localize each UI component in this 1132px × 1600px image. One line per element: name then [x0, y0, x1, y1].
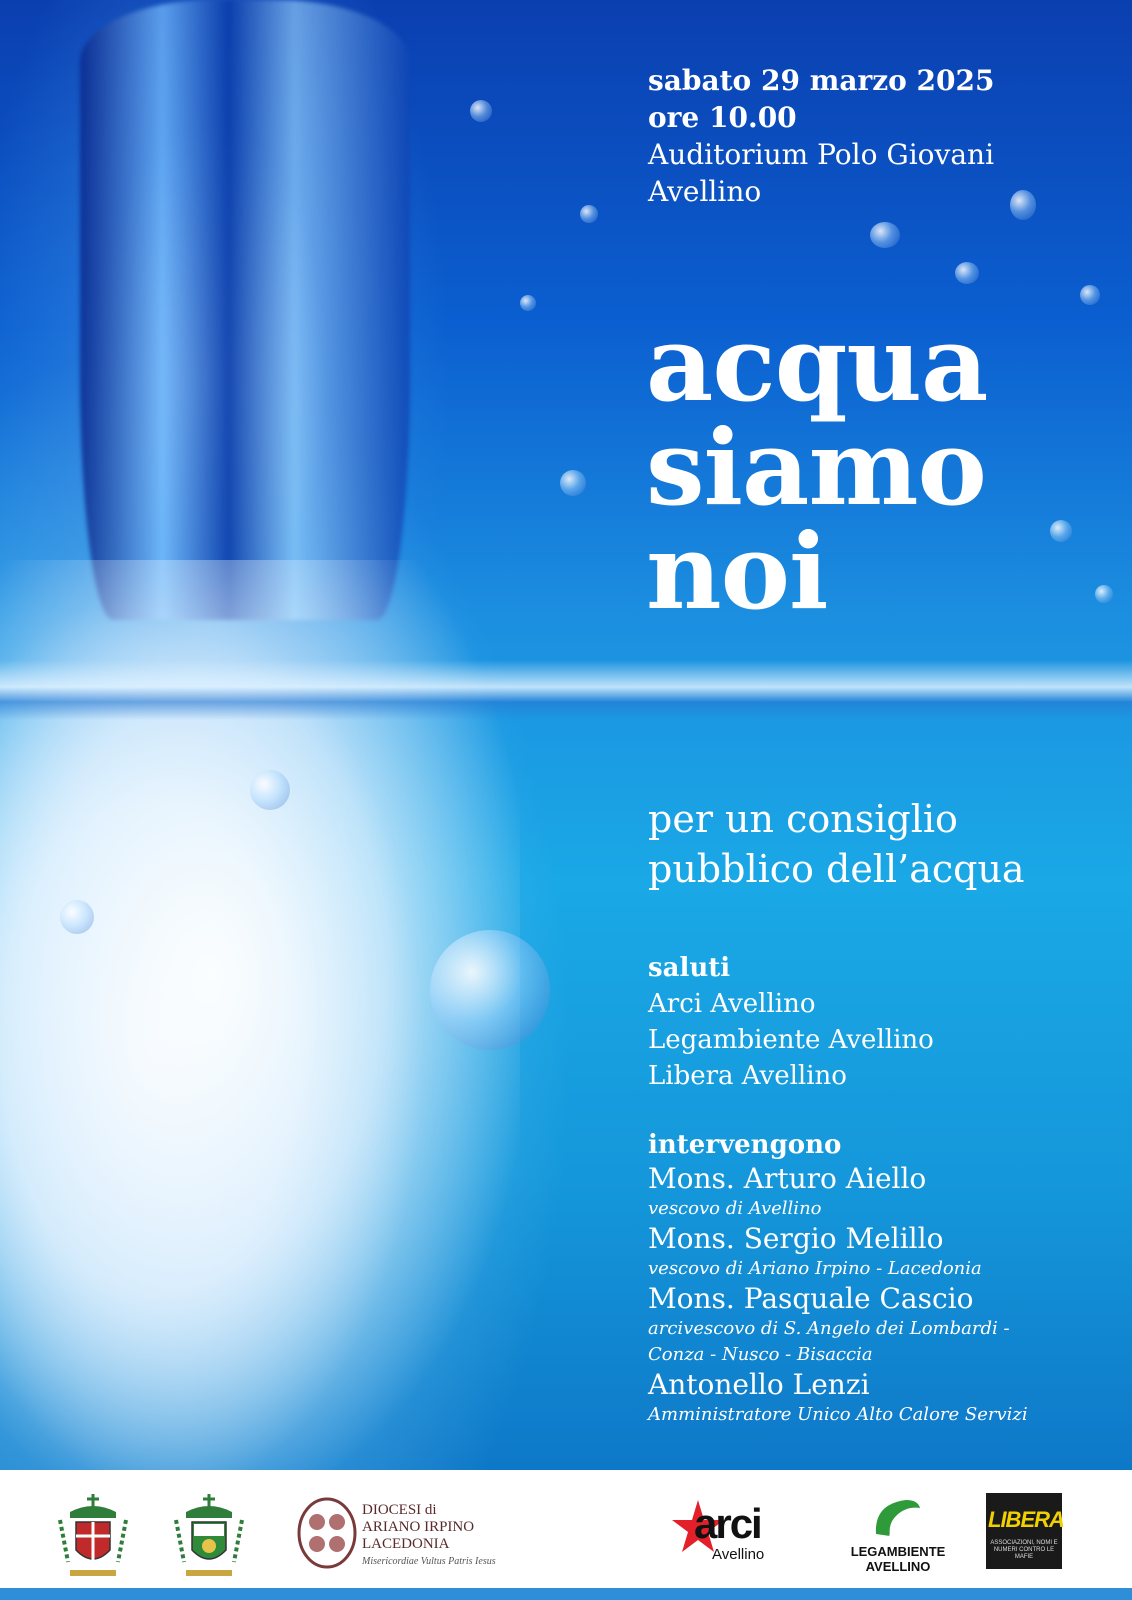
sponsor-logos-bar: [0, 1470, 1132, 1600]
subtitle-line-2: pubblico dell’acqua: [648, 847, 1025, 891]
bubble: [430, 930, 550, 1050]
bubble: [870, 222, 900, 248]
speaker-name: Mons. Arturo Aiello: [648, 1162, 927, 1195]
bottom-decorative-strip: [0, 1588, 1132, 1600]
greetings-item: Libera Avellino: [648, 1061, 847, 1091]
water-surface-line: [0, 660, 1132, 720]
bubble: [1095, 585, 1113, 603]
bubble: [250, 770, 290, 810]
bubble: [560, 470, 586, 496]
speaker-name: Mons. Sergio Melillo: [648, 1222, 944, 1255]
bishop-coat-of-arms-2-icon: [172, 1490, 246, 1582]
diocese-line-3: LACEDONIA: [362, 1536, 450, 1552]
bubble: [1080, 285, 1100, 305]
event-venue: [648, 136, 994, 210]
bubble: [60, 900, 94, 934]
bubble: [1050, 520, 1072, 542]
water-stream-image: [80, 0, 410, 620]
diocese-line-1: DIOCESI di: [362, 1502, 437, 1518]
subtitle-line-1: per un consiglio: [648, 797, 958, 841]
diocese-logo-text: [362, 1502, 496, 1570]
greetings-item: Legambiente Avellino: [648, 1025, 934, 1055]
speaker-role: arcivescovo di S. Angelo dei Lombardi -: [648, 1318, 1010, 1339]
event-time: ore 10.00: [648, 101, 797, 134]
title-line-1: acqua: [646, 302, 988, 425]
legambiente-line-2: AVELLINO: [865, 1559, 931, 1574]
libera-logo-word: LIBERA: [988, 1507, 1064, 1532]
title-line-3: noi: [646, 510, 828, 633]
bishop-coat-of-arms-1-icon: [56, 1490, 130, 1582]
legambiente-leaf-icon: [866, 1494, 928, 1540]
venue-city: Avellino: [648, 175, 762, 208]
speaker-name: Mons. Pasquale Cascio: [648, 1282, 974, 1315]
speaker-role: vescovo di Ariano Irpino - Lacedonia: [648, 1258, 982, 1279]
arci-logo-word: arci: [694, 1500, 761, 1547]
diocese-motto: Misericordiae Vultus Patris Iesus: [362, 1556, 496, 1567]
libera-logo-tagline: ASSOCIAZIONI, NOMI E NUMERI CONTRO LE MAFIE: [990, 1540, 1058, 1560]
legambiente-line-1: LEGAMBIENTE: [850, 1544, 946, 1559]
poster-title: [646, 302, 988, 633]
diocese-line-2: ARIANO IRPINO: [362, 1519, 475, 1535]
speakers-heading: intervengono: [648, 1130, 842, 1160]
greetings-item: Arci Avellino: [648, 989, 816, 1019]
event-date: sabato 29 marzo 2025: [648, 64, 995, 97]
poster-subtitle: [648, 794, 1025, 894]
legambiente-logo-text: [836, 1544, 960, 1574]
speaker-role: Amministratore Unico Alto Calore Servizi: [648, 1404, 1028, 1425]
bubble: [1010, 190, 1036, 220]
speaker-role: Conza - Nusco - Bisaccia: [648, 1344, 873, 1365]
venue-name: Auditorium Polo Giovani: [648, 138, 995, 171]
title-line-2: siamo: [646, 406, 986, 529]
greetings-section: [648, 950, 934, 1094]
diocese-emblem-icon: [296, 1496, 358, 1570]
event-date-time: [648, 62, 994, 136]
speaker-name: Antonello Lenzi: [648, 1368, 870, 1401]
speakers-section: [648, 1128, 1028, 1428]
bubble: [470, 100, 492, 122]
bubble: [520, 295, 536, 311]
bubble: [580, 205, 598, 223]
speaker-role: vescovo di Avellino: [648, 1198, 822, 1219]
bubble: [955, 262, 979, 284]
arci-logo-city: Avellino: [712, 1546, 765, 1563]
greetings-heading: saluti: [648, 953, 731, 983]
